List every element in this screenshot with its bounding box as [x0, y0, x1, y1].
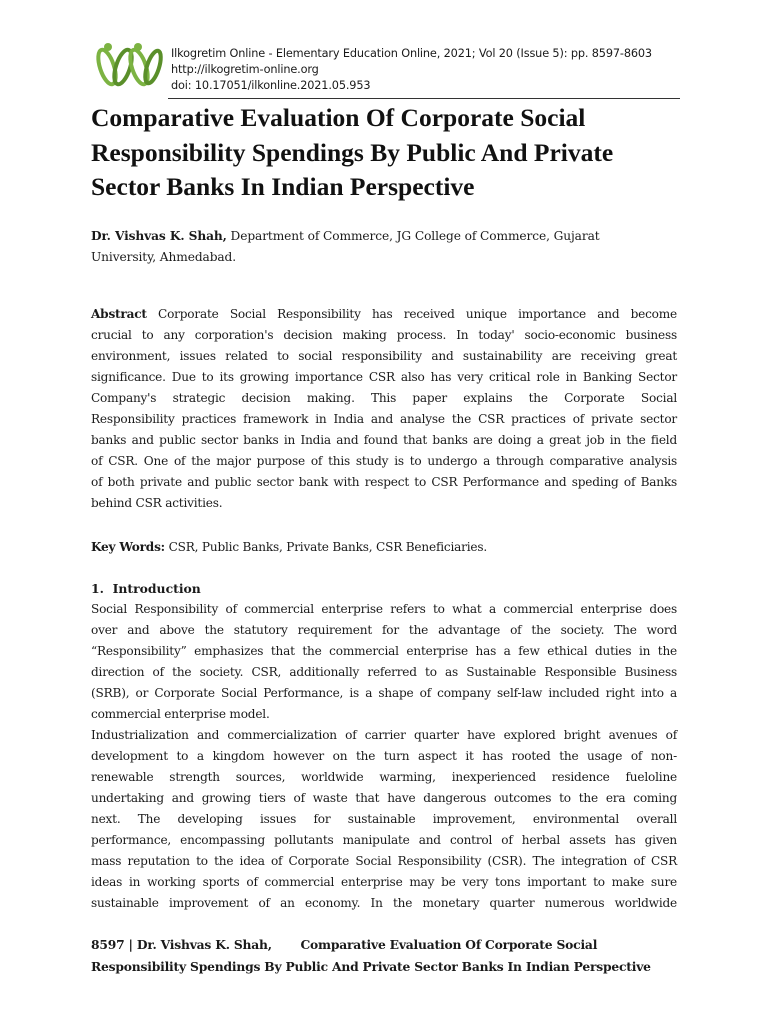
text-line: mass reputation to the idea of Corporate Social Responsibility (CSR). The integration of CSR: [91, 854, 677, 868]
abstract-line: Company's strategic decision making. This paper explains the Corporate Social: [91, 391, 677, 405]
text-line: over and above the statutory requirement for the advantage of the society. The word: [91, 623, 677, 637]
text-line: undertaking and growing tiers of waste that have dangerous outcomes to the era coming: [91, 791, 677, 805]
journal-logo-icon: [92, 40, 164, 94]
journal-url-link[interactable]: http://ilkogretim-online.org: [171, 63, 319, 76]
journal-citation: Ilkogretim Online - Elementary Education Online, 2021; Vol 20 (Issue 5): pp. 8597-8603: [171, 47, 652, 60]
abstract-line: banks and public sector banks in India and found that banks are doing a great job in the field: [91, 433, 677, 447]
text-line: performance, encompassing pollutants manipulate and control of herbal assets has given: [91, 833, 677, 847]
header-divider: [168, 98, 680, 99]
section-number: 1.: [91, 581, 104, 596]
author-affiliation: Department of Commerce, JG College of Commerce, Gujarat: [226, 229, 600, 243]
text-line: “Responsibility” emphasizes that the commercial enterprise has a few ethical duties in the: [91, 644, 677, 658]
intro-paragraph-1: [91, 599, 677, 725]
author-block: [91, 226, 681, 268]
text-line: commercial enterprise model.: [91, 707, 270, 721]
text-line: sustainable improvement of an economy. In the monetary quarter numerous worldwide: [91, 896, 677, 910]
text-line: Industrialization and commercialization of carrier quarter have explored bright avenues of: [91, 728, 677, 742]
abstract-line: [91, 304, 677, 325]
author-affiliation-line2: University, Ahmedabad.: [91, 250, 237, 264]
paper-title: [91, 101, 691, 205]
text-line: renewable strength sources, worldwide warming, inexperienced residence fueloline: [91, 770, 677, 784]
text-line: direction of the society. CSR, additionally referred to as Sustainable Responsible Business: [91, 665, 677, 679]
text-line: (SRB), or Corporate Social Performance, is a shape of company self-law included right into a: [91, 686, 677, 700]
abstract-line: behind CSR activities.: [91, 496, 223, 510]
intro-paragraph-2: [91, 725, 677, 914]
text-line: development to a kingdom however on the turn aspect it has rooted the usage of non-: [91, 749, 677, 763]
author-name: Dr. Vishvas K. Shah,: [91, 229, 227, 243]
abstract-line: crucial to any corporation's decision making process. In today' socio-economic business: [91, 328, 677, 342]
keywords-text: CSR, Public Banks, Private Banks, CSR Beneficiaries.: [164, 540, 487, 554]
abstract-first-line-text: Corporate Social Responsibility has received unique importance and become: [146, 307, 677, 321]
section-heading: [91, 578, 201, 599]
abstract-line: of both private and public sector bank with respect to CSR Performance and speding of Banks: [91, 475, 677, 489]
abstract-line: of CSR. One of the major purpose of this study is to undergo a through comparative analysis: [91, 454, 677, 468]
footer-title-part2: Responsibility Spendings By Public And Private Sector Banks In Indian Perspective: [91, 959, 651, 974]
journal-doi[interactable]: doi: 10.17051/ilkonline.2021.05.953: [171, 79, 371, 92]
abstract-line: Responsibility practices framework in India and analyse the CSR practices of private sector: [91, 412, 677, 426]
keywords: [91, 537, 677, 558]
abstract-label: Abstract: [91, 307, 147, 321]
journal-header: [92, 40, 680, 98]
section-title: Introduction: [112, 581, 201, 596]
journal-meta: [171, 46, 652, 94]
footer-title-part1: Comparative Evaluation Of Corporate Social: [300, 937, 598, 952]
abstract-line: environment, issues related to social responsibility and sustainability are receiving great: [91, 349, 677, 363]
keywords-label: Key Words:: [91, 540, 165, 554]
text-line: Social Responsibility of commercial enterprise refers to what a commercial enterprise does: [91, 602, 677, 616]
title-line: Sector Banks In Indian Perspective: [91, 172, 475, 201]
footer-page-author: 8597 | Dr. Vishvas K. Shah,: [91, 937, 272, 952]
text-line: ideas in working sports of commercial enterprise may be very tons important to make sure: [91, 875, 677, 889]
text-line: next. The developing issues for sustainable improvement, environmental overall: [91, 812, 677, 826]
page-footer: [91, 934, 691, 978]
title-line: Responsibility Spendings By Public And Private: [91, 137, 614, 167]
title-line: Comparative Evaluation Of Corporate Social: [91, 103, 586, 132]
abstract: [91, 304, 677, 514]
abstract-line: significance. Due to its growing importance CSR also has very critical role in Banking Sector: [91, 370, 677, 384]
